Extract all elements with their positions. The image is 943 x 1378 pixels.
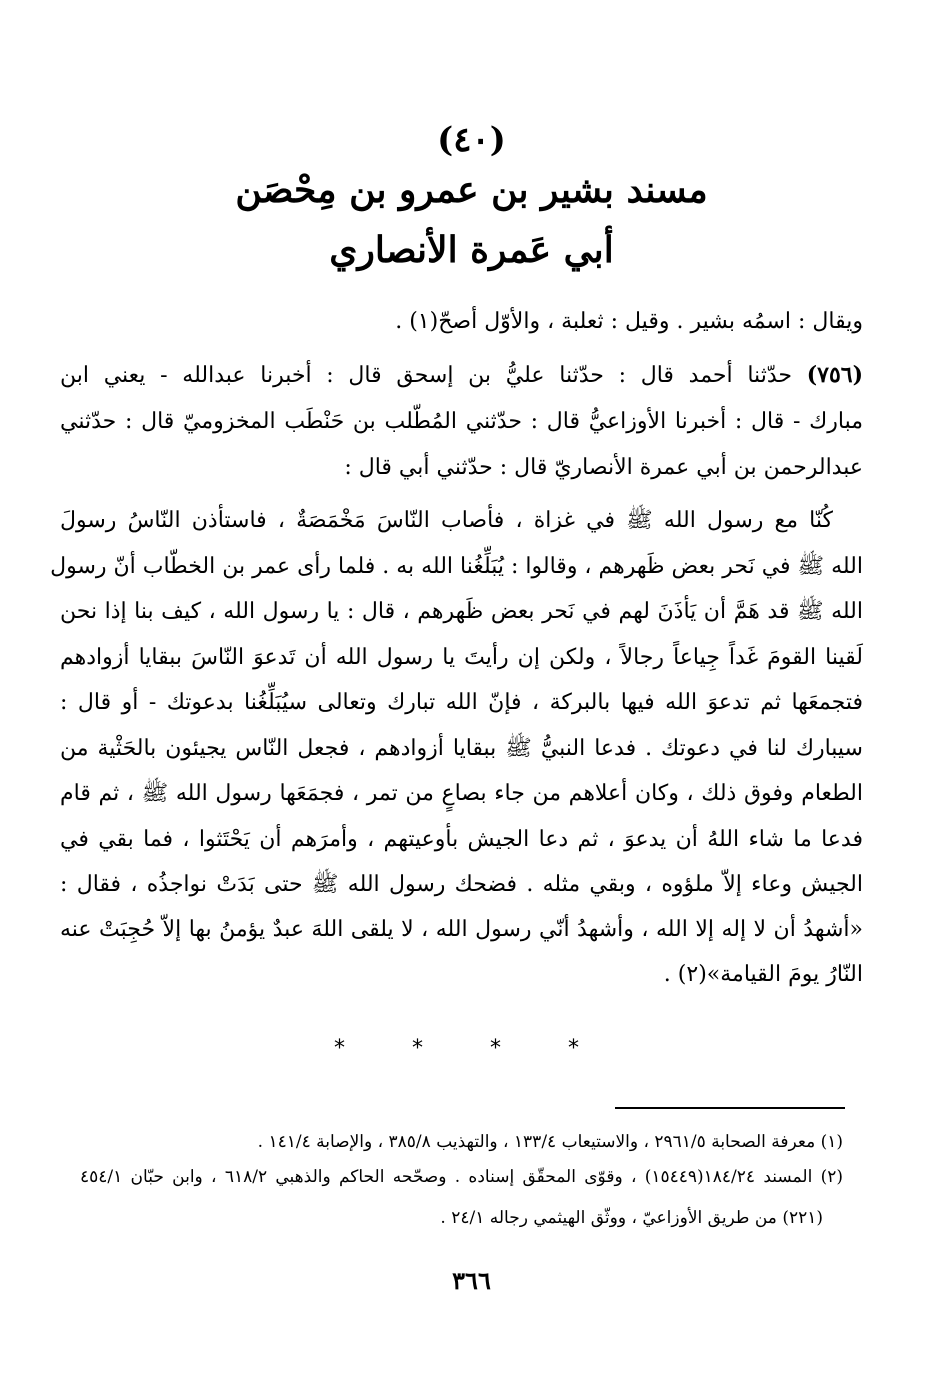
matn-line-3: الله ﷺ قد هَمَّ أن يَأذَنَ لهم في نَحر بعض ظَهرهم ، قال : يا رسول الله ، كيف بنا إذا نحن (60, 599, 863, 624)
matn-line-5: فتجمعَها ثم تدعوَ الله فيها بالبركة ، فإنّ الله تبارك وتعالى سيُبَلِّغُنا بدعوتك - أو قال : (60, 690, 863, 715)
footnote-1: (١) معرفة الصحابة ٢٩٦١/٥ ، والاستيعاب ١٣٣/٤ ، والتهذيب ٣٨٥/٨ ، والإصابة ١٤١/٤ . (257, 1132, 843, 1152)
footnote-2-continued: (٢٢١) من طريق الأوزاعيّ ، ووثّق الهيثمي رجاله ٢٤/١ . (440, 1208, 823, 1228)
matn-line-2: الله ﷺ في نَحر بعض ظَهرهم ، وقالوا : يُبَلِّغُنا الله به . فلما رأى عمر بن الخطّاب أنّ رسول (50, 554, 863, 579)
matn-line-4: لَقينا القومَ غَداً جِياعاً رجالاً ، ولكن إن رأيتَ يا رسول الله أن تَدعوَ النّاسَ ببقايا أزوادهم (60, 645, 863, 670)
matn-line-7: الطعام وفوق ذلك ، وكان أعلاهم من جاء بصاعٍ من تمر ، فجمَعَها رسول الله ﷺ ، ثم قام (60, 781, 863, 806)
footnote-2: (٢) المسند ١٨٤/٢٤(١٥٤٤٩) ، وقوّى المحقّق إسناده . وصحّحه الحاكم والذهبي ٦١٨/٢ ، وابن حبّان ٤٥٤/١ (80, 1167, 843, 1187)
footnote-divider (615, 1107, 845, 1109)
isnad-line-1-text: حدّثنا أحمد قال : حدّثنا عليُّ بن إسحق قال : أخبرنا عبدالله - يعني ابن (60, 363, 792, 388)
hadith-number: (٧٥٦) (806, 362, 864, 388)
section-separator: * * * * (334, 1036, 609, 1061)
chapter-title-line-2: أبي عَمرة الأنصاري (329, 229, 614, 271)
matn-line-6: سيبارك لنا في دعوتك . فدعا النبيُّ ﷺ ببقايا أزوادهم ، فجعل النّاس يجيئون بالحَثْية من (60, 736, 863, 761)
isnad-line-1 (60, 360, 863, 391)
matn-line-11: النّارُ يومَ القيامة»(٢) . (663, 962, 863, 987)
page-number: ٣٦٦ (452, 1266, 491, 1295)
intro-text: ويقال : اسمُه بشير . وقيل : ثعلبة ، والأوّل أصحّ(١) . (395, 309, 863, 334)
matn-line-10: «أشهدُ أن لا إله إلا الله ، وأشهدُ أنّي رسول الله ، لا يلقى اللهَ عبدٌ يؤمنُ بها إلاّ حُجِبَتْ عنه (60, 917, 863, 942)
chapter-title-line-1: مسند بشير بن عمرو بن مِحْصَن (235, 169, 708, 211)
isnad-line-2: مبارك - قال : أخبرنا الأوزاعيُّ قال : حدّثني المُطّلب بن حَنْطَب المخزوميّ قال : حدّثني (60, 409, 863, 434)
isnad-line-3: عبدالرحمن بن أبي عمرة الأنصاريّ قال : حدّثني أبي قال : (344, 455, 863, 480)
matn-line-1: كُنّا مع رسول الله ﷺ في غزاة ، فأصاب النّاسَ مَخْمَصَةٌ ، فاستأذن النّاسُ رسولَ (60, 508, 833, 533)
chapter-number: (٤٠) (437, 120, 506, 160)
matn-line-8: فدعا ما شاء اللهُ أن يدعوَ ، ثم دعا الجيش بأوعيتهم ، وأمرَهم أن يَحْتَثوا ، فما بقي في (60, 827, 863, 852)
matn-line-9: الجيش وعاء إلاّ ملؤوه ، وبقي مثله . فضحك رسول الله ﷺ حتى بَدَتْ نواجذُه ، فقال : (60, 872, 863, 897)
